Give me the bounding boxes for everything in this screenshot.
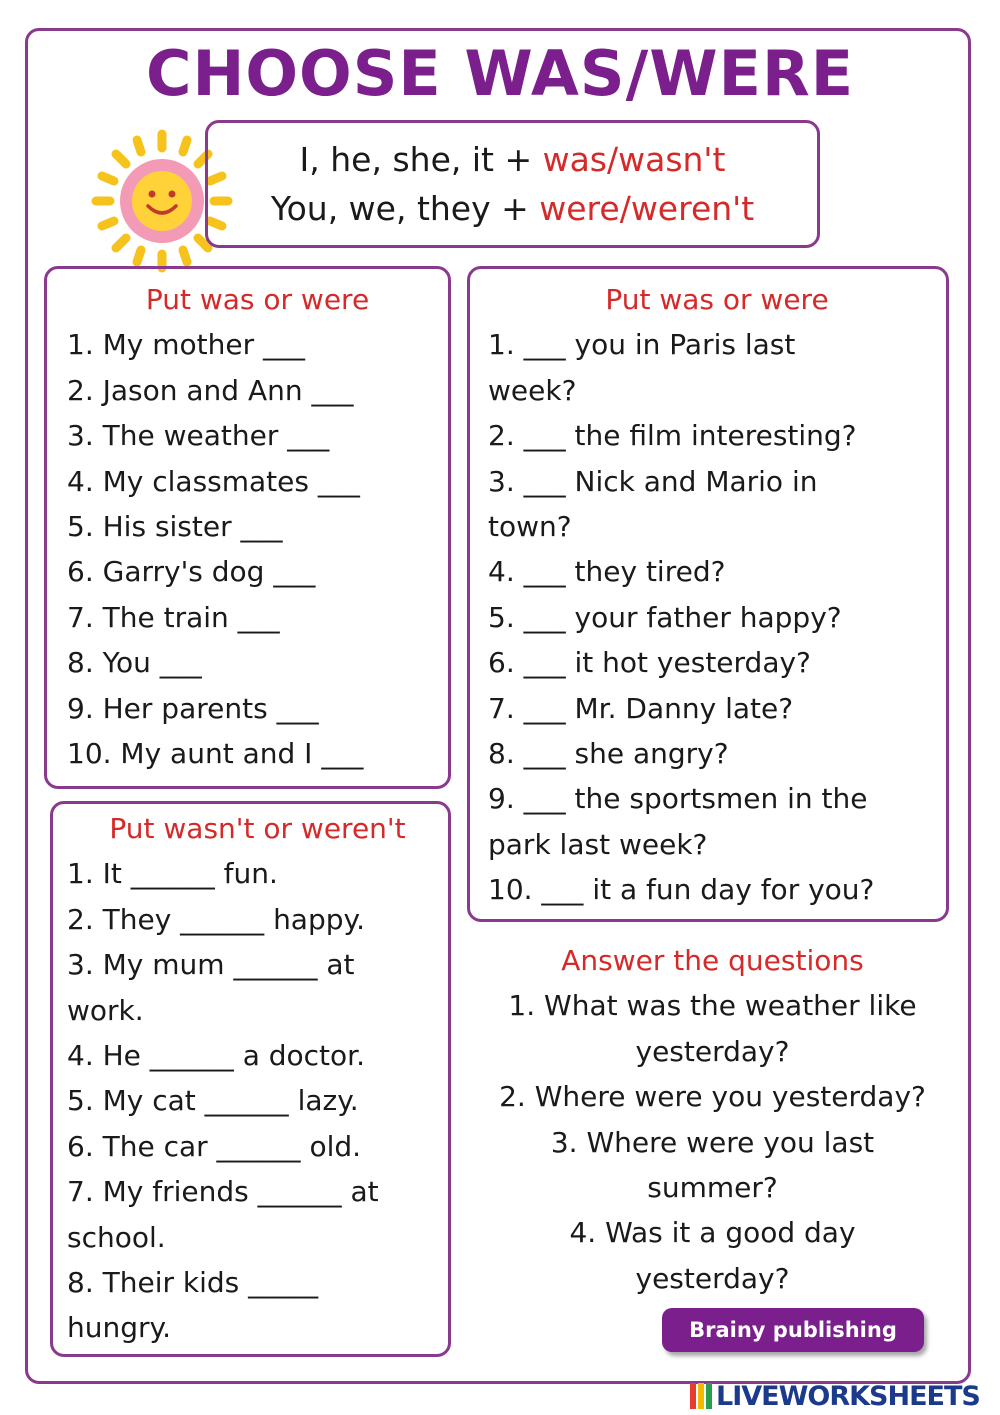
exercise-item[interactable]: 8. You ___ [67,646,202,680]
exercise-item[interactable]: 6. ___ it hot yesterday? [488,646,811,680]
rule-verb-was: was/wasn't [542,140,726,179]
exercise-item[interactable]: 2. Jason and Ann ___ [67,373,354,407]
exercise-item[interactable]: 1. ___ you in Paris last week? [488,328,796,407]
page-title: CHOOSE WAS/WERE [145,37,855,110]
liveworksheets-logo-icon [690,1383,712,1409]
exercise-item[interactable]: 7. The train ___ [67,600,280,634]
exercise-item[interactable]: 2. They ______ happy. [67,902,365,936]
exercise-item[interactable]: 6. The car ______ old. [67,1129,362,1163]
section-heading: Put wasn't or weren't [109,812,406,845]
rule-subjects-singular: I, he, she, it + [299,140,543,179]
exercise-item[interactable]: 1. My mother ___ [67,328,306,362]
exercise-item[interactable]: 7. My friends ______ at school. [67,1175,379,1254]
liveworksheets-watermark [690,1380,992,1412]
exercise-box-was-were-questions [467,266,949,922]
rule-line-plural [271,184,754,233]
question-item[interactable]: 1. What was the weather like yesterday? [508,989,917,1068]
exercise-item[interactable]: 8. ___ she angry? [488,737,729,771]
exercise-item[interactable]: 5. My cat ______ lazy. [67,1084,359,1118]
question-item[interactable]: 4. Was it a good day yesterday? [569,1216,856,1295]
section-heading: Put was or were [145,283,370,316]
exercise-item[interactable]: 6. Garry's dog ___ [67,555,316,589]
watermark-text: LIVEWORKSHEETS [716,1380,980,1412]
exercise-item[interactable]: 9. Her parents ___ [67,691,319,725]
answer-questions-section [460,938,965,1301]
question-item[interactable]: 3. Where were you last summer? [550,1125,875,1205]
rule-subjects-plural: You, we, they + [270,189,540,228]
exercise-item[interactable]: 10. ___ it a fun day for you? [488,873,875,907]
section-heading: Answer the questions [561,944,864,977]
exercise-box-wasnt-werent [50,801,451,1357]
exercise-item[interactable]: 7. ___ Mr. Danny late? [488,691,794,725]
exercise-item[interactable]: 5. ___ your father happy? [488,600,842,634]
rule-verb-were: were/weren't [539,189,755,228]
exercise-item[interactable]: 9. ___ the sportsmen in the park last week? [488,782,868,861]
exercise-item[interactable]: 4. My classmates ___ [67,464,360,498]
exercise-item[interactable]: 10. My aunt and I ___ [67,737,364,771]
exercise-item[interactable]: 8. Their kids _____ hungry. [67,1266,319,1345]
exercise-item[interactable]: 5. His sister ___ [67,510,283,544]
exercise-item[interactable]: 4. ___ they tired? [488,555,726,589]
grammar-rule-box [205,120,820,248]
rule-line-singular [300,135,726,184]
exercise-item[interactable]: 3. My mum ______ at work. [67,948,355,1027]
exercise-item[interactable]: 1. It ______ fun. [67,857,278,891]
publisher-badge: Brainy publishing [662,1308,924,1352]
exercise-item[interactable]: 2. ___ the film interesting? [488,419,857,453]
section-heading: Put was or were [605,283,829,316]
question-item[interactable]: 2. Where were you yesterday? [499,1080,926,1114]
exercise-item[interactable]: 3. ___ Nick and Mario in town? [488,464,818,544]
exercise-item[interactable]: 4. He ______ a doctor. [67,1039,366,1073]
exercise-item[interactable]: 3. The weather ___ [67,419,330,453]
exercise-box-was-were-statements [44,266,451,789]
